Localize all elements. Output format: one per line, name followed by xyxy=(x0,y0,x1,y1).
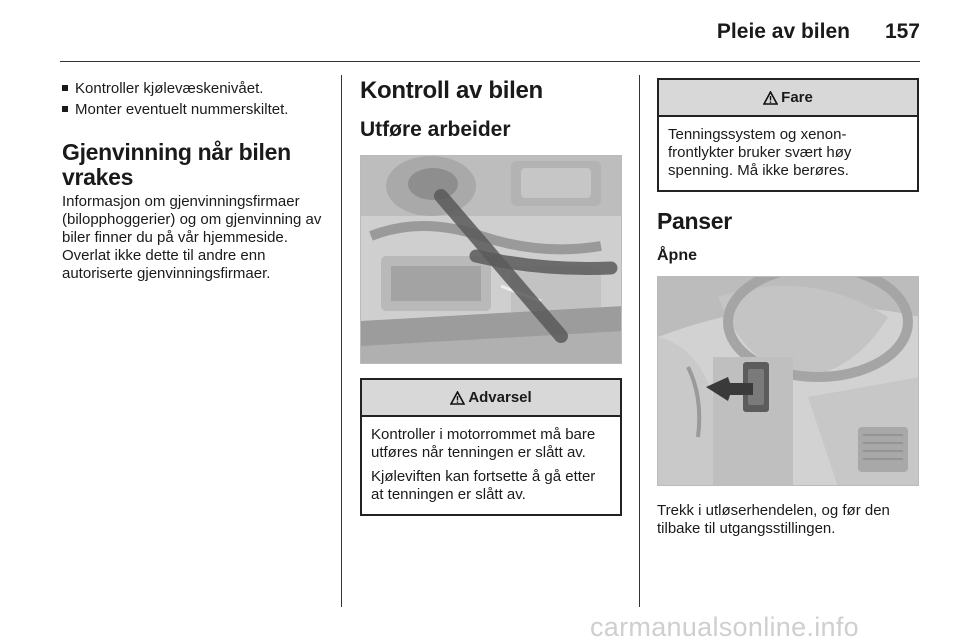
danger-box xyxy=(657,78,919,192)
column-divider-2 xyxy=(639,75,640,607)
subheading-work: Utføre arbeider xyxy=(360,118,511,141)
bullet-square-icon xyxy=(62,85,68,91)
warning-title: Advarsel xyxy=(468,389,532,406)
bullet-list xyxy=(62,78,332,120)
bullet-square-icon xyxy=(62,106,68,112)
watermark: carmanualsonline.info xyxy=(590,612,859,642)
column-left xyxy=(62,78,332,283)
engine-bay-illustration xyxy=(360,155,622,364)
list-item: Kontroller kjølevæskenivået. xyxy=(62,78,332,99)
hood-release-illustration xyxy=(657,276,919,486)
page-header-title: Pleie av bilen xyxy=(716,20,850,43)
danger-title: Fare xyxy=(781,89,813,106)
column-divider-1 xyxy=(341,75,342,607)
header-divider xyxy=(60,61,920,62)
recycling-paragraph: Informasjon om gjenvinningsfirmaer (bilopphoggerier) og om gjenvinning av biler finner du på vår hjemmeside. Overlat ikke dette til andre enn autoriserte gjenvinningsfirmaer. xyxy=(62,193,322,282)
column-middle xyxy=(360,78,622,516)
danger-text: Tenningssystem og xenon-frontlykter bruker svært høy spenning. Må ikke berøres. xyxy=(668,126,852,179)
warning-box xyxy=(360,378,622,516)
section-heading-vehicle-check: Kontroll av bilen xyxy=(360,77,543,104)
subheading-open: Åpne xyxy=(657,247,697,264)
warning-text: Kontroller i motorrommet må bare utføres når tenningen er slått av. xyxy=(371,426,596,461)
column-right xyxy=(657,78,919,538)
section-heading-hood: Panser xyxy=(657,208,732,234)
page-number: 157 xyxy=(884,20,920,43)
warning-triangle-icon xyxy=(763,91,778,105)
hood-release-caption: Trekk i utløserhendelen, og før den tilbake til utgangsstillingen. xyxy=(657,502,890,537)
list-item: Monter eventuelt nummerskiltet. xyxy=(62,99,332,120)
section-heading-recycling: Gjenvinning når bilen vrakes xyxy=(62,139,291,190)
warning-text: Kjøleviften kan fortsette å gå etter at tenningen er slått av. xyxy=(371,468,596,503)
warning-triangle-icon xyxy=(450,391,465,405)
